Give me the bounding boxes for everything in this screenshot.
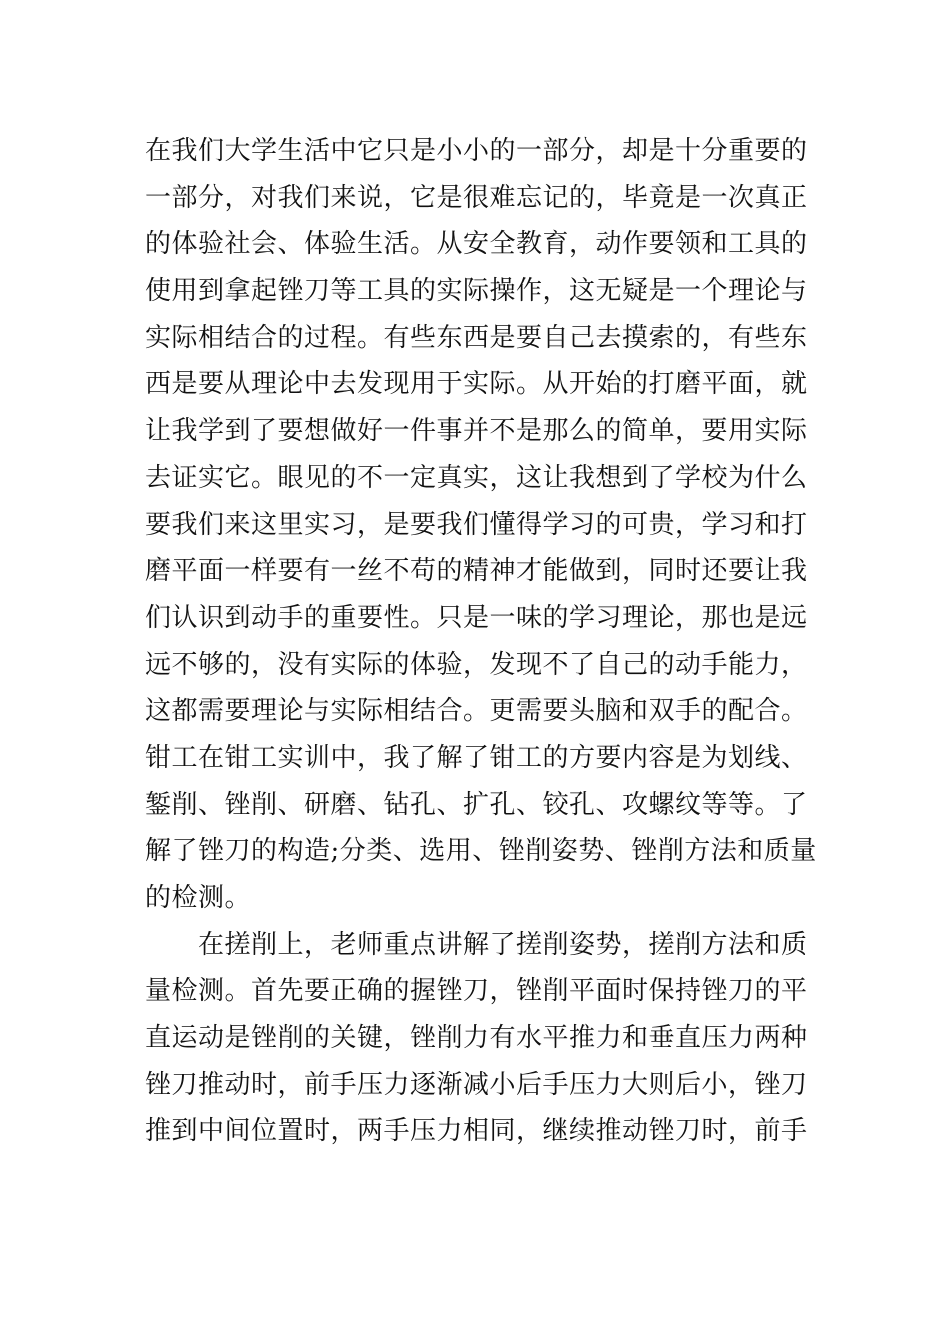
text-line: 一部分，对我们来说，它是很难忘记的，毕竟是一次真正 xyxy=(145,182,808,213)
document-body xyxy=(145,128,817,1155)
text-line: 的检测。 xyxy=(145,883,252,913)
paragraph-1 xyxy=(145,128,817,922)
text-line: 量检测。首先要正确的握锉刀，锉削平面时保持锉刀的平 xyxy=(145,976,808,1007)
text-line: 西是要从理论中去发现用于实际。从开始的打磨平面，就 xyxy=(145,369,808,400)
text-line: 锉刀推动时，前手压力逐渐减小后手压力大则后小，锉刀 xyxy=(145,1069,808,1100)
text-line: 让我学到了要想做好一件事并不是那么的简单，要用实际 xyxy=(145,416,808,447)
text-line: 要我们来这里实习，是要我们懂得学习的可贵，学习和打 xyxy=(145,509,808,540)
text-line: 推到中间位置时，两手压力相同，继续推动锉刀时，前手 xyxy=(145,1116,808,1147)
text-line: 在我们大学生活中它只是小小的一部分，却是十分重要的 xyxy=(145,136,808,166)
paragraph-2 xyxy=(145,922,810,1155)
text-line: 在搓削上，老师重点讲解了搓削姿势，搓削方法和质 xyxy=(198,929,808,960)
text-line: 直运动是锉削的关键，锉削力有水平推力和垂直压力两种 xyxy=(145,1023,808,1054)
text-line: 远不够的，没有实际的体验，发现不了自己的动手能力， xyxy=(145,649,808,680)
text-line: 这都需要理论与实际相结合。更需要头脑和双手的配合。 xyxy=(145,696,808,727)
text-line: 实际相结合的过程。有些东西是要自己去摸索的，有些东 xyxy=(145,322,808,353)
text-line: 钳工在钳工实训中，我了解了钳工的方要内容是为划线、 xyxy=(145,742,808,773)
text-line: 去证实它。眼见的不一定真实，这让我想到了学校为什么 xyxy=(145,462,808,493)
text-line: 錾削、锉削、研磨、钻孔、扩孔、铰孔、攻螺纹等等。了 xyxy=(145,789,808,820)
text-line: 磨平面一样要有一丝不苟的精神才能做到，同时还要让我 xyxy=(145,556,808,587)
text-line: 解了锉刀的构造;分类、选用、锉削姿势、锉削方法和质量 xyxy=(145,836,817,867)
text-line: 使用到拿起锉刀等工具的实际操作，这无疑是一个理论与 xyxy=(145,276,808,307)
text-line: 们认识到动手的重要性。只是一味的学习理论，那也是远 xyxy=(145,602,808,633)
text-line: 的体验社会、体验生活。从安全教育，动作要领和工具的 xyxy=(145,229,808,260)
